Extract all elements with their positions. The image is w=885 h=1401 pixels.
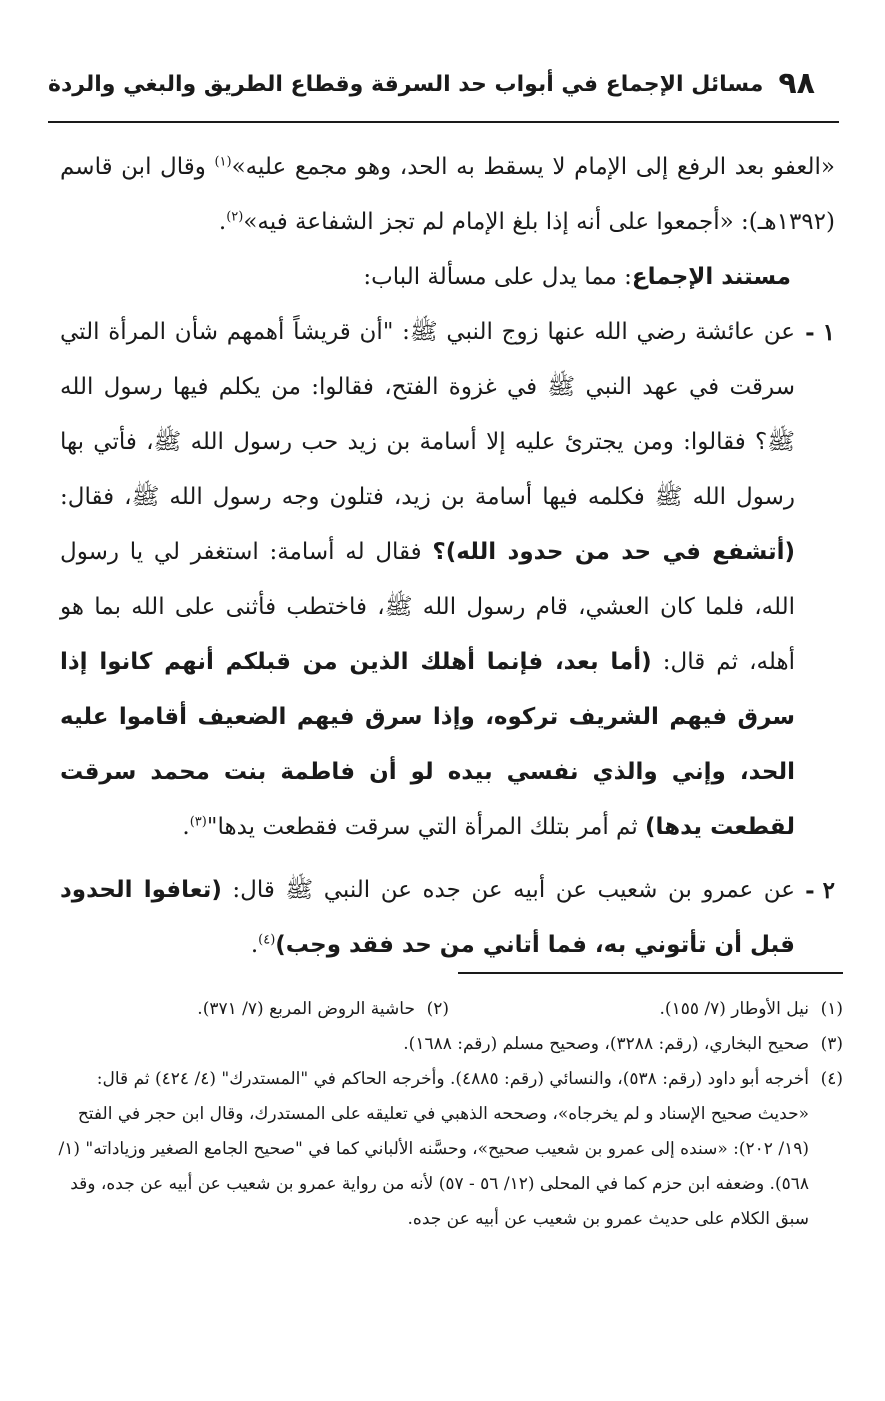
page-number: ٩٨ — [778, 66, 815, 101]
item-text: عن عائشة رضي الله عنها زوج النبي ﷺ: "أن قريشاً أهمهم شأن المرأة التي سرقت في عهد النبي ﷺ في غزوة الفتح، فقالوا: من يكلم فيها رسول الله ﷺ؟ فقالوا: ومن يجترئ عليه إلا أسامة بن زيد حب رسول الله ﷺ، فأتي بها رسول الله ﷺ فكلمه فيها أسامة بن زيد، فتلون وجه رسول الله ﷺ، فقال: — [60, 319, 795, 510]
footnote-number: (١) — [820, 999, 843, 1019]
list-item-2 — [60, 863, 835, 973]
footnote-number: (٤) — [820, 1069, 843, 1089]
hadith-quote: (أتشفع في حد من حدود الله)؟ — [432, 539, 796, 565]
item-text: عن عمرو بن شعيب عن أبيه عن جده عن النبي ﷺ قال: — [221, 877, 795, 903]
footnote-ref-1: (١) — [214, 154, 232, 170]
hadith-quote: (تعافوا الحدود قبل أن تأتوني به، فما أتاني من حد فقد وجب) — [60, 877, 795, 958]
period: . — [182, 814, 190, 840]
period: . — [250, 932, 259, 958]
hadith-quote: (أما بعد، فإنما أهلك الذين من قبلكم أنهم كانوا إذا سرق فيهم الشريف تركوه، وإذا سرق فيهم الضعيف أقاموا عليه الحد، وإني والذي نفسي بيده لو أن فاطمة بنت محمد سرقت لقطعت يدها) — [60, 649, 795, 840]
chapter-title: مسائل الإجماع في أبواب حد السرقة وقطاع الطريق والبغي والردة — [48, 72, 764, 97]
paragraph-1 — [60, 140, 835, 250]
item-number: ١ - — [805, 319, 835, 346]
section-label: مستند الإجماع — [631, 264, 791, 290]
footnote-divider — [458, 972, 843, 974]
footnote-number: (٣) — [820, 1034, 843, 1054]
header-divider — [48, 121, 839, 123]
period: . — [218, 209, 227, 235]
footnote-4 — [46, 1062, 843, 1237]
running-header — [48, 68, 823, 112]
quote-text: «العفو بعد الرفع إلى الإمام لا يسقط به الحد، وهو مجمع عليه» — [231, 154, 835, 180]
footnote-ref-4: (٤) — [258, 932, 276, 948]
footnote-number: (٢) — [426, 999, 449, 1019]
footnote-2 — [85, 992, 449, 1027]
item-text: فقال له أسامة: استغفر لي يا رسول الله، فلما كان العشي، قام رسول الله ﷺ، فاختطب فأثنى على الله بما هو أهله، ثم قال: — [60, 539, 795, 675]
list-item-1 — [60, 305, 835, 855]
paragraph-text: : مما يدل على مسألة الباب: — [363, 264, 632, 290]
paragraph-2 — [60, 250, 835, 305]
footnote-ref-3: (٣) — [189, 814, 207, 830]
main-text — [60, 140, 835, 973]
footnote-1 — [509, 992, 843, 1027]
item-text: ثم أمر بتلك المرأة التي سرقت فقطعت يدها" — [206, 814, 646, 840]
footnote-text: حاشية الروض المربع (٧/ ٣٧١). — [197, 999, 415, 1019]
footnote-ref-2: (٢) — [226, 209, 244, 225]
item-number: ٢ - — [805, 877, 835, 904]
footnote-3 — [46, 1027, 843, 1062]
footnote-text: صحيح البخاري، (رقم: ٣٢٨٨)، وصحيح مسلم (رقم: ١٦٨٨). — [403, 1034, 809, 1054]
footnote-text: أخرجه أبو داود (رقم: ٥٣٨)، والنسائي (رقم: ٤٨٨٥). وأخرجه الحاكم في "المستدرك" (٤/ ٤٢٤) ثم قال: «حديث صحيح الإسناد و لم يخرجاه»، وصححه الذهبي في تعليقه على المستدرك، وقال ابن حجر في الفتح (١٩/ ٢٠٢): «سنده إلى عمرو بن شعيب صحيح»، وحسَّنه الألباني كما في "صحيح الجامع الصغير وزياداته" (١/ ٥٦٨). وضعفه ابن حزم كما في المحلى (١٢/ ٥٦ - ٥٧) لأنه من رواية عمرو بن شعيب عن أبيه عن جده، وقد سبق الكلام على حديث عمرو بن شعيب عن أبيه عن جده. — [58, 1069, 809, 1229]
footnote-text: نيل الأوطار (٧/ ١٥٥). — [659, 999, 809, 1019]
footnotes — [46, 992, 843, 1237]
footnote-pair — [46, 992, 843, 1027]
paragraph-text: وقال ابن قاسم (١٣٩٢هـ): «أجمعوا على أنه إذا بلغ الإمام لم تجز الشفاعة فيه» — [60, 154, 835, 235]
